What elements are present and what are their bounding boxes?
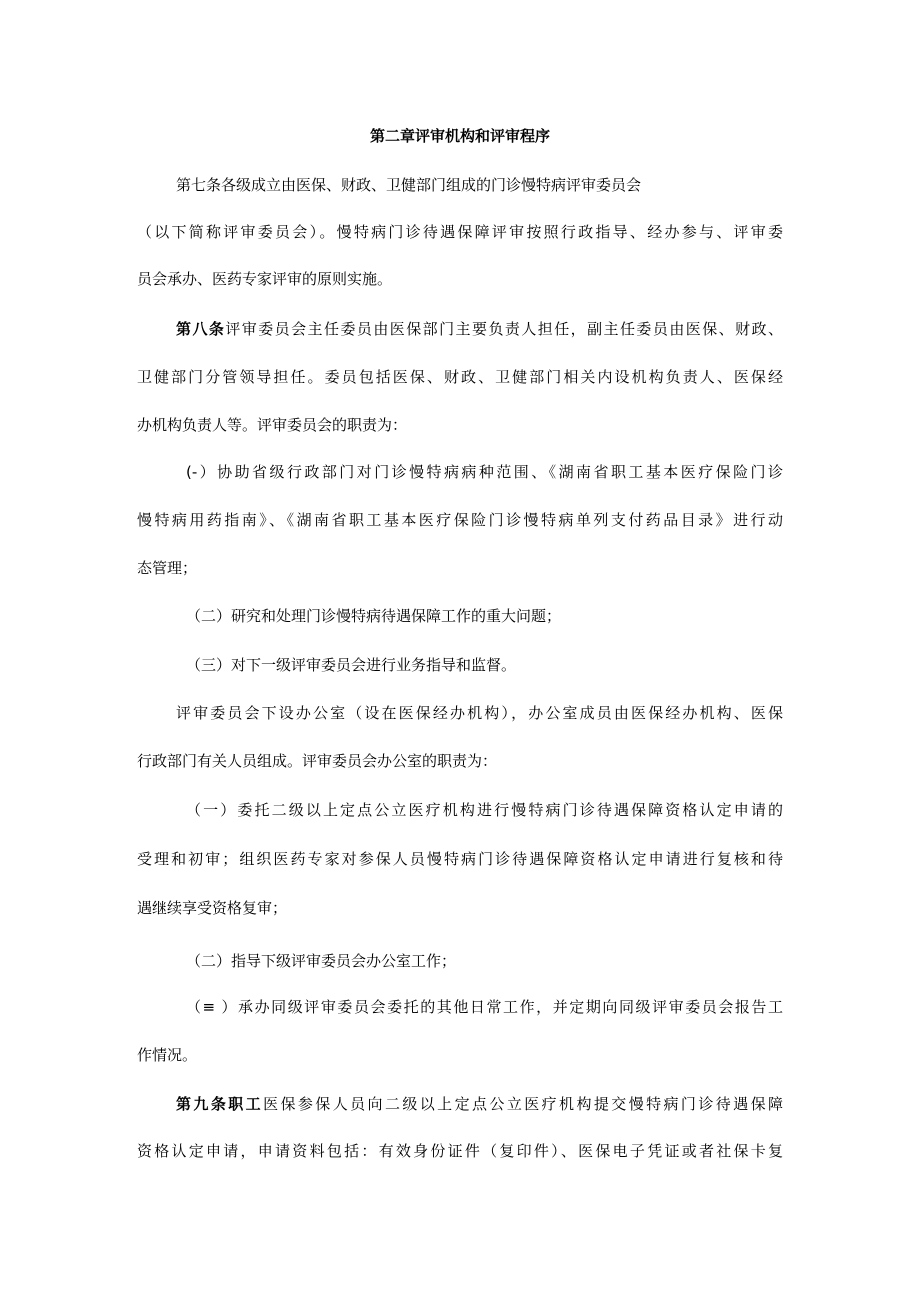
article-9-line-1 xyxy=(176,1093,783,1115)
office-duty-3-line-1: （≡ ）承办同级评审委员会委托的其他日常工作，并定期向同级评审委员会报告工 xyxy=(186,998,783,1016)
office-duty-1-line-1: （一）委托二级以上定点公立医疗机构进行慢特病门诊待遇保障资格认定申请的 xyxy=(186,801,783,819)
duty-3-line: （三）对下一级评审委员会进行业务指导和监督。 xyxy=(186,656,517,674)
article-8-line-1 xyxy=(176,318,783,340)
article-8-line-1-text: 评审委员会主任委员由医保部门主要负责人担任，副主任委员由医保、财政、 xyxy=(225,320,783,338)
office-duty-3-line-2: 作情况。 xyxy=(137,1046,198,1064)
office-duty-1-line-3: 遇继续享受资格复审； xyxy=(137,899,288,917)
office-line-1: 评审委员会下设办公室（设在医保经办机构），办公室成员由医保经办机构、医保 xyxy=(176,704,783,722)
article-7-line-2: （以下简称评审委员会）。慢特病门诊待遇保障评审按照行政指导、经办参与、评审委 xyxy=(137,223,783,241)
article-7-line-1: 第七条各级成立由医保、财政、卫健部门组成的门诊慢特病评审委员会 xyxy=(176,176,642,194)
article-9-line-1-text: 医保参保人员向二级以上定点公立医疗机构提交慢特病门诊待遇保障 xyxy=(263,1095,783,1113)
article-7-line-3: 员会承办、医药专家评审的原则实施。 xyxy=(137,270,393,288)
duty-1-line-1: (-）协助省级行政部门对门诊慢特病病种范围、《湖南省职工基本医疗保险门诊 xyxy=(186,463,783,481)
office-line-2: 行政部门有关人员组成。评审委员会办公室的职责为： xyxy=(137,752,498,770)
chapter-title: 第二章评审机构和评审程序 xyxy=(369,127,550,145)
duty-1-line-3: 态管理； xyxy=(137,559,198,577)
article-9-line-2: 资格认定申请，申请资料包括：有效身份证件（复印件）、医保电子凭证或者社保卡复 xyxy=(137,1142,783,1160)
office-duty-1-line-2: 受理和初审；组织医药专家对参保人员慢特病门诊待遇保障资格认定申请进行复核和待 xyxy=(137,850,783,868)
article-8-line-2: 卫健部门分管领导担任。委员包括医保、财政、卫健部门相关内设机构负责人、医保经 xyxy=(137,368,783,386)
duty-1-line-2: 慢特病用药指南》、《湖南省职工基本医疗保险门诊慢特病单列支付药品目录》进行动 xyxy=(137,511,783,529)
article-8-line-3: 办机构负责人等。评审委员会的职责为： xyxy=(137,416,408,434)
article-9-lead: 第九条职工 xyxy=(176,1095,264,1113)
article-8-lead: 第八条 xyxy=(176,320,226,338)
duty-2-line: （二）研究和处理门诊慢特病待遇保障工作的重大问题； xyxy=(186,607,562,625)
office-duty-2-line: （二）指导下级评审委员会办公室工作； xyxy=(186,952,457,970)
